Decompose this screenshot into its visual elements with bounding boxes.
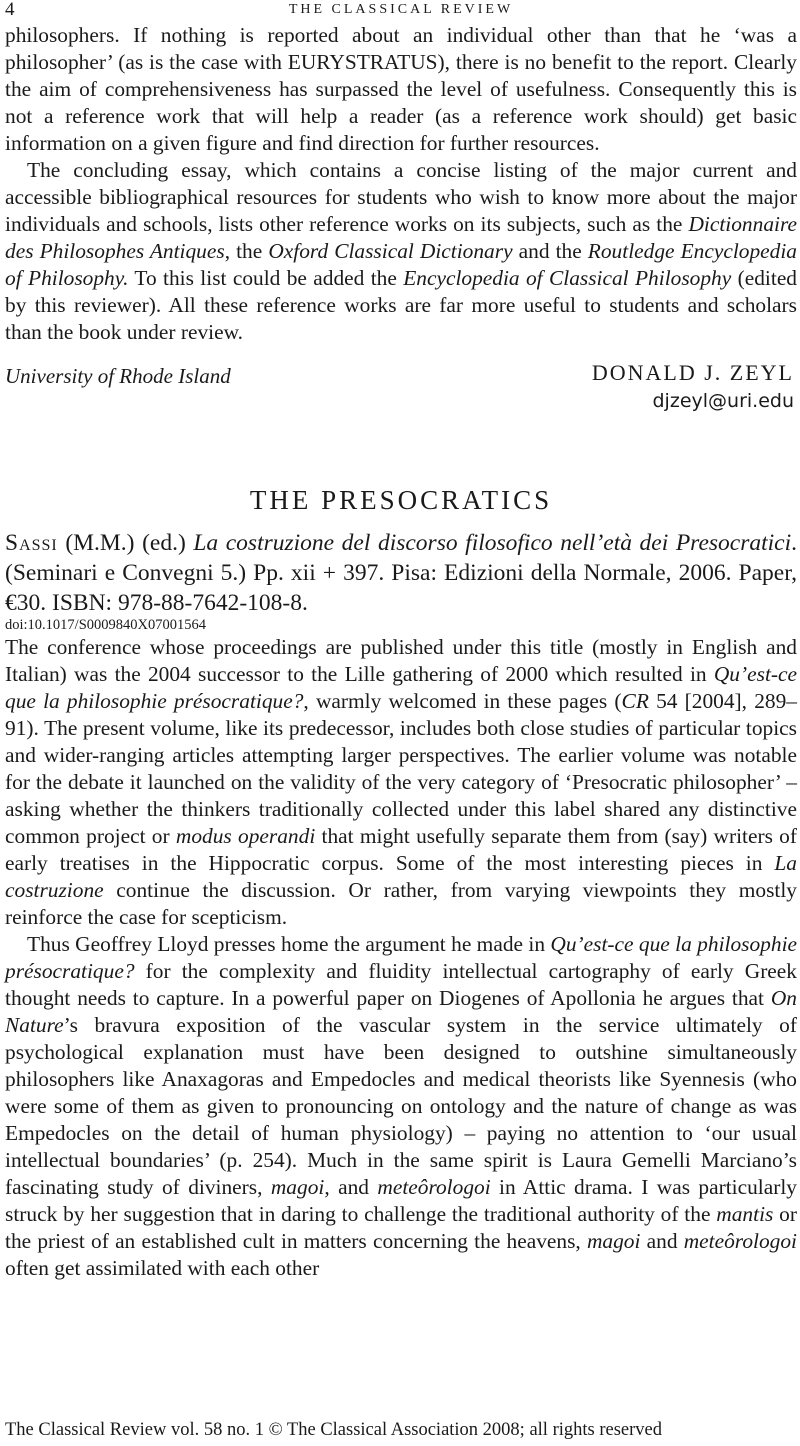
- text-run: for the complexity and fluidity intellectual cartography of early Greek thought needs to capture. In a powerful paper on Diogenes of Apollonia he argues that: [5, 959, 797, 1010]
- section-heading: THE PRESOCRATICS: [249, 485, 553, 515]
- italic-run: magoi: [586, 1229, 641, 1253]
- text-run: To this list could be added the: [128, 266, 404, 290]
- paragraph-3: [5, 634, 797, 931]
- review-signoff: [5, 360, 797, 416]
- text-run: . (Seminari e Convegni 5.) Pp. xii + 397. Pisa: Edizioni della Normale, 2006. Paper, €30. ISBN: 978-88-7642-108-8.: [5, 530, 797, 616]
- italic-run: Oxford Classical Dictionary: [268, 239, 513, 263]
- journal-title: THE CLASSICAL REVIEW: [288, 2, 514, 17]
- text-run: in Attic drama. I was particularly struck by her suggestion that in daring to challenge the traditional authority of the: [5, 1175, 798, 1226]
- text-run: or the priest of an established cult in matters concerning the heavens,: [5, 1202, 797, 1253]
- paragraph-2: [5, 157, 797, 346]
- paragraph-1: [5, 22, 797, 157]
- page-number: 4: [5, 0, 15, 20]
- reviewer-email[interactable]: djzeyl@uri.edu: [652, 390, 794, 412]
- paragraph-4: [5, 931, 797, 1282]
- italic-run: Qu’est-ce que la philosophie présocratique?: [5, 662, 797, 713]
- italic-run: La costruzione del discorso filosofico nell’età dei Presocratici: [193, 530, 792, 556]
- text-run: (M.M.) (ed.): [57, 530, 194, 556]
- book-citation: [5, 528, 797, 618]
- text-run: , warmly welcomed in these pages (: [303, 689, 622, 713]
- reviewer-institution: University of Rhode Island: [5, 364, 231, 388]
- text-run: and the: [512, 239, 588, 263]
- page-footer: The Classical Review vol. 58 no. 1 © The Classical Association 2008; all rights reserved: [5, 1420, 662, 1440]
- italic-run: La costruzione: [5, 851, 797, 902]
- italic-run: meteôrologoi: [377, 1175, 491, 1199]
- text-run: often get assimilated with each other: [5, 1256, 320, 1280]
- text-run: The conference whose proceedings are published under this title (mostly in English and Italian) was the 2004 successor to the Lille gathering of 2000 which resulted in: [5, 635, 797, 686]
- italic-run: meteôrologoi: [683, 1229, 797, 1253]
- italic-run: Dictionnaire des Philosophes Antiques: [5, 212, 797, 263]
- text-run: that might usefully separate them from (say) writers of early treatises in the Hippocratic corpus. Some of the most interesting pieces in: [5, 824, 797, 875]
- text-run: , the: [224, 239, 269, 263]
- text-run: continue the discussion. Or rather, from varying viewpoints they mostly reinforce the case for scepticism.: [5, 878, 797, 929]
- text-run: ’s bravura exposition of the vascular system in the service ultimately of psychological explanation must have been designed to outshine simultaneously philosophers like Anaxagoras and Empedocles and medical theorists like Syennesis (who were some of them as given to pronouncing on ontology and the nature of change as was Empedocles on the detail of human physiology) – paying no attention to ‘our usual intellectual boundaries’ (p. 254). Much in the same spirit is Laura Gemelli Marciano’s fascinating study of diviners,: [5, 1013, 797, 1199]
- text-run: 54 [2004], 289–91). The present volume, like its predecessor, includes both close studies of particular topics and wider-ranging articles attempting larger perspectives. The earlier volume was notable for the debate it launched on the validity of the very category of ‘Presocratic philosopher’ – asking whether the thinkers traditionally collected under this label shared any distinctive common project or: [5, 689, 797, 848]
- italic-run: magoi: [270, 1175, 325, 1199]
- text-run: , and: [324, 1175, 378, 1199]
- italic-run: On Nature: [5, 986, 797, 1037]
- page: [5, 0, 797, 1282]
- italic-run: Routledge Encyclopedia of Philosophy.: [5, 239, 797, 290]
- text-run: and: [640, 1229, 684, 1253]
- text-run: philosophers. If nothing is reported about an individual other than that he ‘was a philosopher’ (as is the case with EURYSTRATUS), there is no benefit to the report. Clearly the aim of comprehensiveness has surpassed the level of usefulness. Consequently this is not a reference work that will help a reader (as a reference work should) get basic information on a given figure and find direction for further resources.: [5, 23, 797, 155]
- italic-run: modus operandi: [175, 824, 316, 848]
- italic-run: Qu’est-ce que la philosophie présocratique?: [5, 932, 798, 983]
- running-head: [5, 0, 797, 22]
- italic-run: CR: [621, 689, 649, 713]
- text-run: Thus Geoffrey Lloyd presses home the argument he made in: [27, 932, 551, 956]
- text-run: (edited by this reviewer). All these reference works are far more useful to students and scholars than the book under review.: [5, 266, 798, 344]
- text-run: The concluding essay, which contains a concise listing of the major current and accessible bibliographical resources for students who wish to know more about the major individuals and schools, lists other reference works on its subjects, such as the: [5, 158, 797, 236]
- italic-run: mantis: [716, 1202, 774, 1226]
- reviewer-name: DONALD J. ZEYL: [591, 360, 794, 385]
- doi-link[interactable]: doi:10.1017/S0009840X07001564: [5, 617, 206, 633]
- text-run: Sassi: [5, 530, 58, 556]
- italic-run: Encyclopedia of Classical Philosophy: [403, 266, 732, 290]
